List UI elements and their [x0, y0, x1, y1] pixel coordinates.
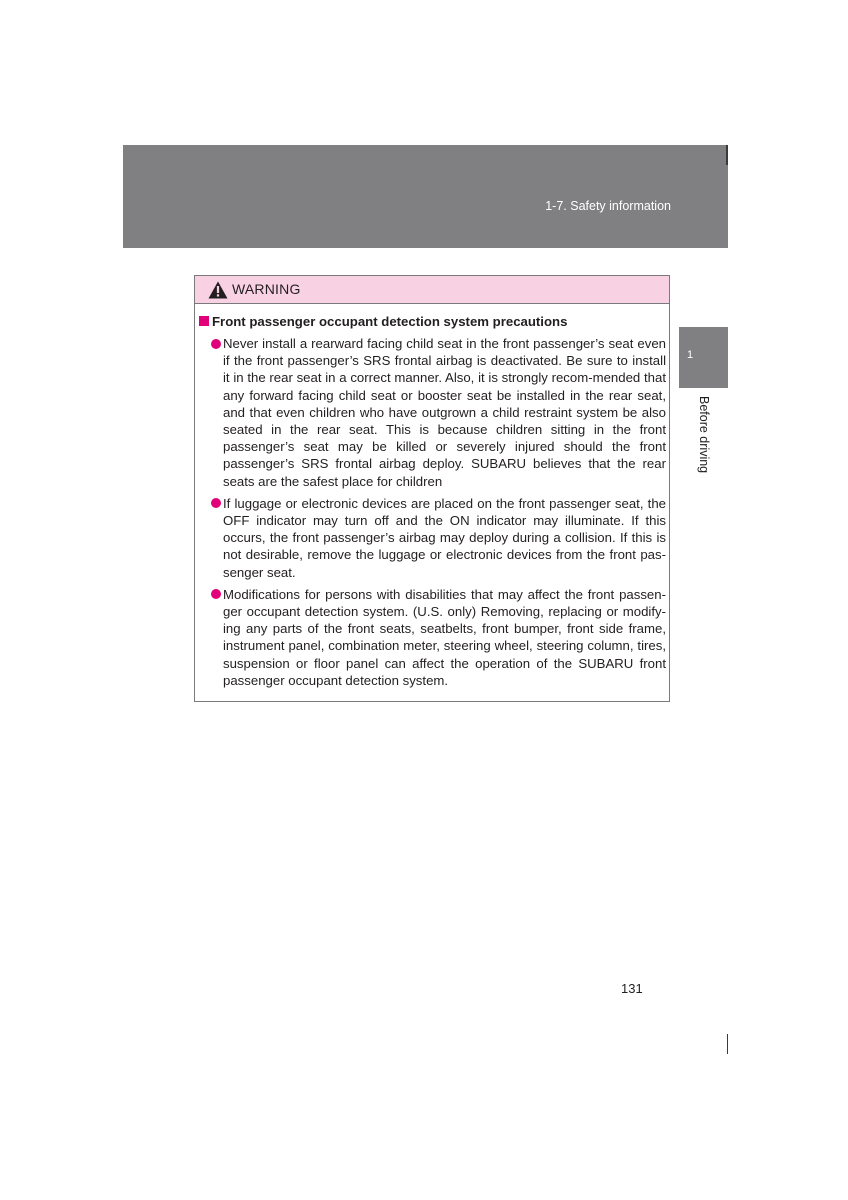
circle-bullet-icon	[211, 589, 221, 599]
list-item-text: Modifications for persons with disabilities that may affect the front passen-ger occupant detection system. (U.S. only) Removing, replacing or modify-ing any parts of the front seats, seatbelts, front bumper, front side frame, instrument panel, combination meter, steering wheel, steering column, tires, suspension or floor panel can affect the operation of the SUBARU front passenger occupant detection system.	[223, 586, 666, 688]
square-bullet-icon	[199, 316, 209, 326]
warning-header	[195, 276, 669, 304]
circle-bullet-icon	[211, 339, 221, 349]
list-item-text: Never install a rearward facing child seat in the front passenger’s seat even if the front passenger’s SRS frontal airbag is deactivated. Be sure to install it in the rear seat in a correct manner. Also, it is strongly recom-mended that any forward facing child seat or booster seat be installed in the rear seat, and that even children who have outgrown a child restraint system be also seated in the rear seat. This is because children sitting in the front passenger’s seat may be killed or severely injured should the front passenger’s SRS frontal airbag deploy. SUBARU believes that the rear seats are the safest place for children	[223, 336, 666, 489]
chapter-number: 1	[687, 349, 694, 361]
list-item	[211, 495, 666, 581]
crop-mark	[726, 145, 728, 165]
list-item	[211, 586, 666, 689]
precautions-list	[211, 335, 666, 694]
chapter-tab	[679, 327, 728, 388]
warning-label: WARNING	[232, 281, 301, 297]
page-number: 131	[621, 981, 643, 996]
section-title: 1-7. Safety information	[545, 199, 671, 213]
circle-bullet-icon	[211, 498, 221, 508]
section-heading	[199, 313, 663, 330]
crop-mark	[727, 1034, 728, 1054]
header-bar	[123, 145, 728, 248]
list-item	[211, 335, 666, 490]
warning-triangle-icon	[208, 281, 228, 299]
list-item-text: If luggage or electronic devices are placed on the front passenger seat, the OFF indicator may turn off and the ON indicator may illuminate. If this occurs, the front passenger’s airbag may deploy during a collision. If this is not desirable, remove the luggage or electronic devices from the front pas-senger seat.	[223, 495, 666, 580]
warning-box	[194, 275, 670, 702]
section-heading-text: Front passenger occupant detection system precautions	[212, 314, 568, 329]
chapter-name: Before driving	[697, 396, 711, 474]
